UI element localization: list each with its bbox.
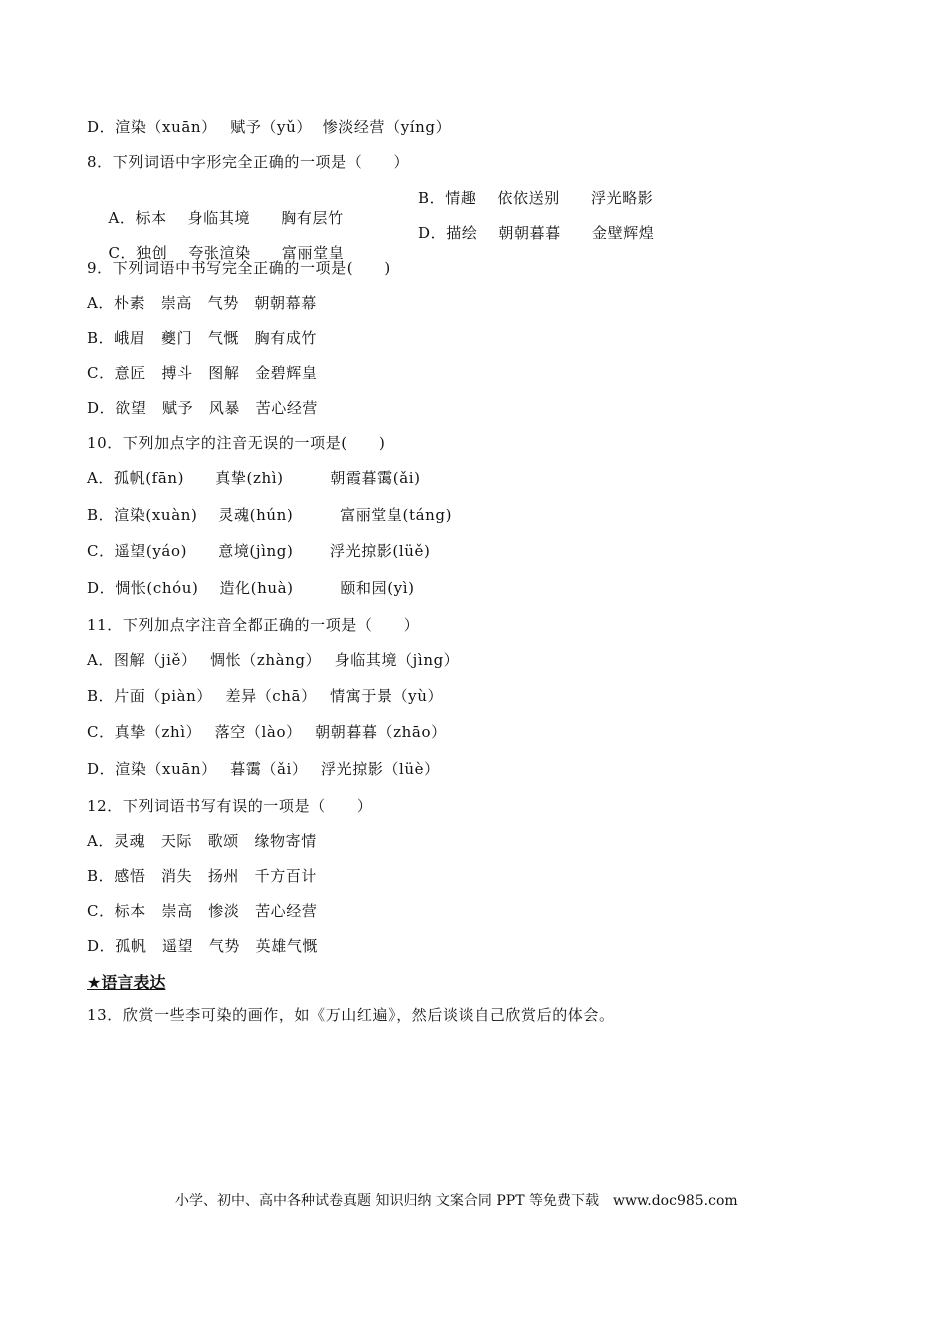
page-footer: 小学、初中、高中各种试卷真题 知识归纳 文案合同 PPT 等免费下载 www.doc985.com bbox=[175, 1193, 738, 1209]
q10-stem: 10．下列加点字的注音无误的一项是( ) bbox=[87, 434, 386, 452]
q11-option-a: A．图解（jiě） 惆怅（zhàng） 身临其境（jìng） bbox=[87, 651, 460, 669]
q11-option-d: D．渲染（xuān） 暮霭（ǎi） 浮光掠影（lüè） bbox=[87, 760, 440, 778]
q8-option-b: B．情趣 依依送别 浮光略影 bbox=[418, 189, 654, 207]
q13-stem: 13．欣赏一些李可染的画作，如《万山红遍》，然后谈谈自己欣赏后的体会。 bbox=[87, 1006, 615, 1024]
q12-stem: 12．下列词语书写有误的一项是（ ） bbox=[87, 797, 373, 815]
q8-option-a: A．标本 身临其境 胸有层竹 bbox=[108, 209, 344, 227]
q10-option-d: D．惆怅(chóu) 造化(huà) 颐和园(yì) bbox=[87, 579, 415, 597]
q10-option-a: A．孤帆(fān) 真挚(zhì) 朝霞暮霭(ǎi) bbox=[87, 469, 421, 487]
q9-option-c: C．意匠 搏斗 图解 金碧辉皇 bbox=[87, 364, 318, 382]
q12-option-a: A．灵魂 天际 歌颂 缘物寄情 bbox=[87, 832, 317, 850]
section-heading: ★语言表达 bbox=[87, 973, 166, 992]
q9-option-a: A．朴素 崇高 气势 朝朝幕幕 bbox=[87, 294, 317, 312]
q12-option-d: D．孤帆 遥望 气势 英雄气慨 bbox=[87, 937, 319, 955]
q10-option-b: B．渲染(xuàn) 灵魂(hún) 富丽堂皇(táng) bbox=[87, 506, 453, 524]
q12-option-b: B．感悟 消失 扬州 千方百计 bbox=[87, 867, 318, 885]
q9-stem: 9．下列词语中书写完全正确的一项是( ) bbox=[87, 259, 391, 277]
q12-option-c: C．标本 崇高 惨淡 苦心经营 bbox=[87, 902, 318, 920]
q7-option-d: D．渲染（xuān） 赋予（yǔ） 惨淡经营（yíng） bbox=[87, 118, 452, 136]
q10-option-c: C．遥望(yáo) 意境(jìng) 浮光掠影(lüě) bbox=[87, 542, 431, 560]
q9-option-d: D．欲望 赋予 风暴 苦心经营 bbox=[87, 399, 319, 417]
q11-stem: 11．下列加点字注音全都正确的一项是（ ） bbox=[87, 616, 420, 634]
q11-option-c: C．真挚（zhì） 落空（lào） 朝朝暮暮（zhāo） bbox=[87, 723, 447, 741]
q9-option-b: B．峨眉 夔门 气慨 胸有成竹 bbox=[87, 329, 318, 347]
q8-stem: 8．下列词语中字形完全正确的一项是（ ） bbox=[87, 153, 410, 171]
q11-option-b: B．片面（piàn） 差异（chā） 情寓于景（yù） bbox=[87, 687, 444, 705]
q8-option-c: C．独创 夸张渲染 富丽堂皇 bbox=[108, 244, 345, 262]
q8-option-d: D．描绘 朝朝暮暮 金壁辉煌 bbox=[418, 224, 655, 242]
